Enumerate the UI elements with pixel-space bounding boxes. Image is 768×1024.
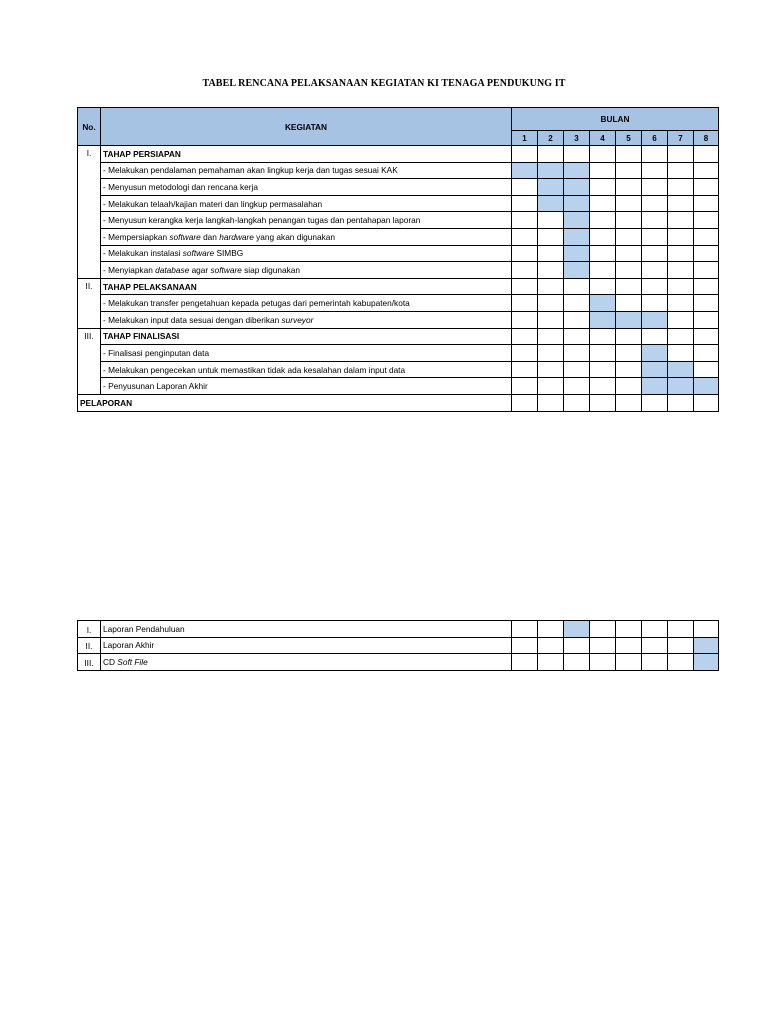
month-cell-4 [590, 361, 616, 378]
activity-row [78, 295, 719, 312]
header-month-2: 2 [538, 131, 564, 146]
activity-label [101, 345, 512, 362]
text-segment: - Menyusun kerangka kerja langkah-langkah penangan tugas dan pentahapan laporan [103, 215, 421, 226]
schedule-table [77, 107, 719, 412]
month-cell-1 [512, 179, 538, 196]
month-cell-2 [538, 295, 564, 312]
month-cell-1 [512, 328, 538, 345]
phase-row [78, 278, 719, 295]
month-cell-4 [590, 621, 616, 638]
phase-number: III. [78, 328, 101, 394]
month-cell-5 [616, 228, 642, 245]
text-segment: - Mempersiapkan [103, 231, 170, 242]
text-segment: surveyor [281, 314, 314, 325]
report-row [78, 637, 719, 654]
text-segment: siap digunakan [241, 264, 300, 275]
text-segment: - Melakukan input data sesuai dengan diberikan [103, 314, 282, 325]
phase-number: I. [78, 146, 101, 279]
month-cell-4 [590, 195, 616, 212]
month-cell-6 [642, 361, 668, 378]
header-kegiatan: KEGIATAN [101, 108, 512, 146]
activity-label [101, 212, 512, 229]
month-cell-1 [512, 637, 538, 654]
month-cell-5 [616, 328, 642, 345]
month-cell-5 [616, 378, 642, 395]
month-cell-6 [642, 212, 668, 229]
month-cell-7 [668, 621, 694, 638]
month-cell-1 [512, 228, 538, 245]
report-number: I. [78, 621, 101, 638]
text-segment: yang akan digunakan [253, 231, 336, 242]
report-number: III. [78, 654, 101, 671]
month-cell-2 [538, 245, 564, 262]
text-segment: - Melakukan pendalaman pemahaman akan lingkup kerja dan tugas sesuai KAK [103, 165, 398, 176]
month-cell-1 [512, 654, 538, 671]
month-cell-4 [590, 637, 616, 654]
month-cell-5 [616, 361, 642, 378]
month-cell-8 [694, 345, 719, 362]
activity-label [101, 378, 512, 395]
month-cell-8 [694, 394, 719, 411]
month-cell-3 [564, 179, 590, 196]
month-cell-3 [564, 637, 590, 654]
month-cell-7 [668, 262, 694, 279]
activity-label [101, 295, 512, 312]
report-label [101, 637, 512, 654]
text-segment: SIMBG [214, 248, 244, 259]
month-cell-6 [642, 295, 668, 312]
activity-row [78, 212, 719, 229]
activity-label [101, 262, 512, 279]
month-cell-2 [538, 654, 564, 671]
text-segment: Laporan Pendahuluan [103, 623, 185, 634]
month-cell-3 [564, 621, 590, 638]
header-month-8: 8 [694, 131, 719, 146]
month-cell-2 [538, 311, 564, 328]
activity-label [101, 228, 512, 245]
header-no: No. [78, 108, 101, 146]
text-segment: database [155, 264, 190, 275]
month-cell-5 [616, 311, 642, 328]
month-cell-1 [512, 345, 538, 362]
month-cell-6 [642, 179, 668, 196]
month-cell-8 [694, 295, 719, 312]
month-cell-7 [668, 311, 694, 328]
month-cell-3 [564, 162, 590, 179]
month-cell-3 [564, 345, 590, 362]
text-segment: software [210, 264, 242, 275]
month-cell-2 [538, 345, 564, 362]
month-cell-2 [538, 394, 564, 411]
activity-row [78, 311, 719, 328]
phase-title: TAHAP PELAKSANAAN [101, 278, 512, 295]
month-cell-2 [538, 228, 564, 245]
month-cell-7 [668, 162, 694, 179]
report-row [78, 621, 719, 638]
month-cell-3 [564, 146, 590, 163]
header-month-5: 5 [616, 131, 642, 146]
activity-row [78, 378, 719, 395]
month-cell-4 [590, 146, 616, 163]
phase-number: II. [78, 278, 101, 328]
month-cell-5 [616, 278, 642, 295]
month-cell-3 [564, 262, 590, 279]
month-cell-6 [642, 262, 668, 279]
month-cell-6 [642, 394, 668, 411]
month-cell-8 [694, 146, 719, 163]
month-cell-3 [564, 361, 590, 378]
month-cell-6 [642, 311, 668, 328]
activity-row [78, 262, 719, 279]
month-cell-3 [564, 245, 590, 262]
month-cell-6 [642, 195, 668, 212]
phase-row [78, 328, 719, 345]
header-month-4: 4 [590, 131, 616, 146]
month-cell-1 [512, 195, 538, 212]
activity-label [101, 245, 512, 262]
month-cell-4 [590, 378, 616, 395]
month-cell-5 [616, 637, 642, 654]
header-month-7: 7 [668, 131, 694, 146]
month-cell-7 [668, 146, 694, 163]
month-cell-3 [564, 654, 590, 671]
month-cell-7 [668, 195, 694, 212]
activity-label [101, 179, 512, 196]
month-cell-3 [564, 328, 590, 345]
month-cell-5 [616, 212, 642, 229]
activity-label [101, 311, 512, 328]
month-cell-5 [616, 345, 642, 362]
text-segment: software [182, 248, 215, 259]
activity-row [78, 345, 719, 362]
text-segment: - Finalisasi penginputan data [103, 347, 210, 358]
text-segment: Soft File [117, 656, 148, 667]
activity-label [101, 361, 512, 378]
month-cell-7 [668, 378, 694, 395]
header-month-1: 1 [512, 131, 538, 146]
text-segment: dan [200, 231, 220, 242]
month-cell-8 [694, 262, 719, 279]
month-cell-6 [642, 278, 668, 295]
month-cell-2 [538, 328, 564, 345]
month-cell-3 [564, 311, 590, 328]
month-cell-1 [512, 311, 538, 328]
month-cell-1 [512, 262, 538, 279]
month-cell-5 [616, 245, 642, 262]
activity-row [78, 245, 719, 262]
month-cell-1 [512, 212, 538, 229]
activity-row [78, 361, 719, 378]
month-cell-1 [512, 146, 538, 163]
report-table [77, 620, 719, 671]
month-cell-4 [590, 278, 616, 295]
month-cell-2 [538, 146, 564, 163]
header-bulan: BULAN [512, 108, 719, 131]
report-label [101, 621, 512, 638]
phase-title: TAHAP PERSIAPAN [101, 146, 512, 163]
text-segment: hardware [219, 231, 254, 242]
month-cell-2 [538, 637, 564, 654]
month-cell-5 [616, 394, 642, 411]
month-cell-5 [616, 179, 642, 196]
text-segment: - Menyusun metodologi dan rencana kerja [103, 181, 258, 192]
month-cell-4 [590, 654, 616, 671]
month-cell-2 [538, 378, 564, 395]
text-segment: Laporan Akhir [103, 640, 155, 651]
month-cell-4 [590, 162, 616, 179]
report-row [78, 654, 719, 671]
month-cell-6 [642, 637, 668, 654]
phase-row [78, 146, 719, 163]
month-cell-8 [694, 637, 719, 654]
month-cell-5 [616, 295, 642, 312]
month-cell-6 [642, 345, 668, 362]
month-cell-4 [590, 245, 616, 262]
month-cell-2 [538, 262, 564, 279]
month-cell-3 [564, 394, 590, 411]
month-cell-1 [512, 162, 538, 179]
month-cell-4 [590, 262, 616, 279]
month-cell-4 [590, 228, 616, 245]
month-cell-8 [694, 195, 719, 212]
month-cell-6 [642, 378, 668, 395]
document-title: TABEL RENCANA PELAKSANAAN KEGIATAN KI TENAGA PENDUKUNG IT [202, 78, 566, 89]
activity-row [78, 228, 719, 245]
text-segment: - Melakukan instalasi [103, 248, 183, 259]
month-cell-1 [512, 394, 538, 411]
month-cell-7 [668, 361, 694, 378]
month-cell-7 [668, 654, 694, 671]
month-cell-8 [694, 278, 719, 295]
month-cell-8 [694, 654, 719, 671]
month-cell-3 [564, 378, 590, 395]
month-cell-5 [616, 262, 642, 279]
month-cell-3 [564, 228, 590, 245]
month-cell-4 [590, 345, 616, 362]
text-segment: CD [103, 656, 118, 667]
month-cell-7 [668, 637, 694, 654]
month-cell-2 [538, 621, 564, 638]
activity-row [78, 195, 719, 212]
month-cell-6 [642, 146, 668, 163]
month-cell-5 [616, 654, 642, 671]
month-cell-1 [512, 278, 538, 295]
text-segment: - Melakukan pengecekan untuk memastikan tidak ada kesalahan dalam input data [103, 364, 406, 375]
month-cell-8 [694, 311, 719, 328]
month-cell-4 [590, 295, 616, 312]
month-cell-8 [694, 245, 719, 262]
month-cell-8 [694, 179, 719, 196]
month-cell-5 [616, 195, 642, 212]
month-cell-3 [564, 212, 590, 229]
month-cell-5 [616, 146, 642, 163]
month-cell-7 [668, 328, 694, 345]
month-cell-6 [642, 328, 668, 345]
month-cell-2 [538, 361, 564, 378]
month-cell-6 [642, 621, 668, 638]
text-segment: - Melakukan telaah/kajian materi dan lingkup permasalahan [103, 198, 323, 209]
month-cell-7 [668, 179, 694, 196]
month-cell-1 [512, 378, 538, 395]
month-cell-7 [668, 295, 694, 312]
month-cell-8 [694, 162, 719, 179]
month-cell-3 [564, 195, 590, 212]
month-cell-8 [694, 328, 719, 345]
month-cell-4 [590, 394, 616, 411]
header-month-6: 6 [642, 131, 668, 146]
activity-label [101, 162, 512, 179]
report-number: II. [78, 637, 101, 654]
pelaporan-label: PELAPORAN [78, 394, 512, 411]
month-cell-1 [512, 361, 538, 378]
month-cell-5 [616, 621, 642, 638]
month-cell-7 [668, 278, 694, 295]
text-segment: - Menyiapkan [103, 264, 156, 275]
text-segment: agar [189, 264, 211, 275]
month-cell-3 [564, 295, 590, 312]
month-cell-7 [668, 345, 694, 362]
month-cell-8 [694, 621, 719, 638]
month-cell-2 [538, 179, 564, 196]
month-cell-6 [642, 228, 668, 245]
month-cell-4 [590, 328, 616, 345]
month-cell-7 [668, 228, 694, 245]
pelaporan-row [78, 394, 719, 411]
month-cell-4 [590, 179, 616, 196]
month-cell-1 [512, 621, 538, 638]
month-cell-8 [694, 378, 719, 395]
month-cell-2 [538, 162, 564, 179]
month-cell-8 [694, 361, 719, 378]
text-segment: - Melakukan transfer pengetahuan kepada petugas dari pemerintah kabupaten/kota [103, 298, 410, 309]
activity-row [78, 162, 719, 179]
month-cell-8 [694, 212, 719, 229]
month-cell-7 [668, 212, 694, 229]
month-cell-2 [538, 212, 564, 229]
text-segment: - Penyusunan Laporan Akhir [103, 381, 208, 392]
activity-row [78, 179, 719, 196]
month-cell-5 [616, 162, 642, 179]
month-cell-8 [694, 228, 719, 245]
month-cell-4 [590, 212, 616, 229]
month-cell-7 [668, 245, 694, 262]
report-label [101, 654, 512, 671]
month-cell-1 [512, 295, 538, 312]
month-cell-2 [538, 195, 564, 212]
header-row-top [78, 108, 719, 131]
header-month-3: 3 [564, 131, 590, 146]
month-cell-6 [642, 245, 668, 262]
month-cell-6 [642, 162, 668, 179]
month-cell-1 [512, 245, 538, 262]
activity-label [101, 195, 512, 212]
phase-title: TAHAP FINALISASI [101, 328, 512, 345]
month-cell-2 [538, 278, 564, 295]
month-cell-3 [564, 278, 590, 295]
month-cell-6 [642, 654, 668, 671]
month-cell-4 [590, 311, 616, 328]
month-cell-7 [668, 394, 694, 411]
text-segment: software [169, 231, 201, 242]
